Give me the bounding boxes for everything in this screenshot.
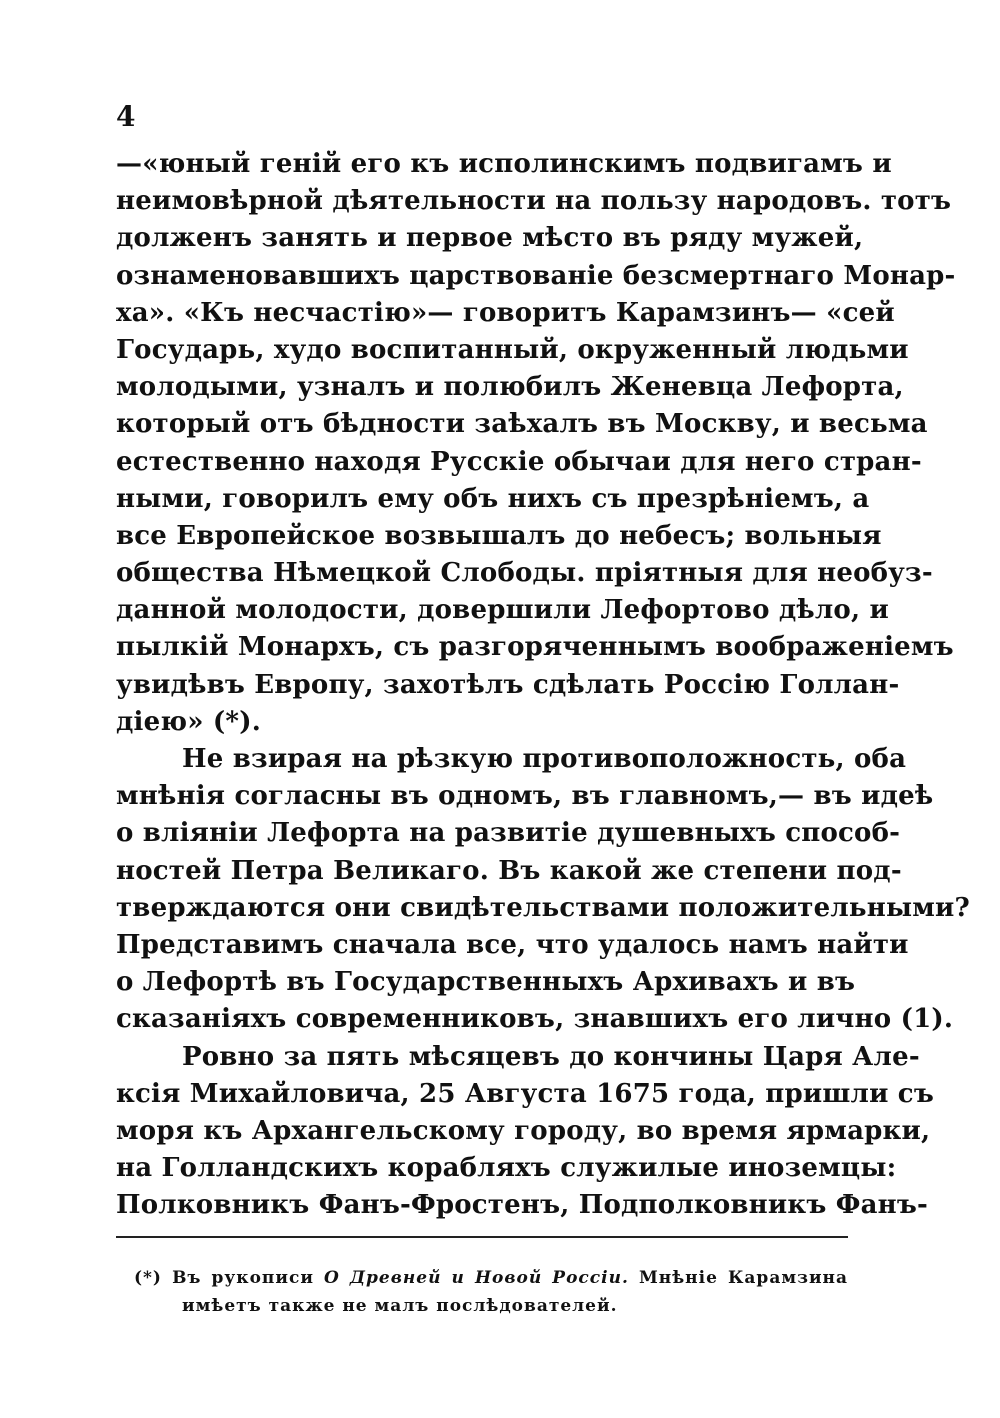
text-line: молодыми, узналъ и полюбилъ Женевца Лефорта, [116,372,904,403]
paragraph [116,146,956,741]
text-line: который отъ бѣдности заѣхалъ въ Москву, и весьма [116,409,928,440]
text-line: Ровно за пять мѣсяцевъ до кончины Царя Але- [182,1041,920,1072]
text-line: пылкій Монархъ, съ разгоряченнымъ воображеніемъ [116,632,954,663]
text-line: долженъ занять и первое мѣсто въ ряду мужей, [116,223,864,254]
text-line: діею» (*). [116,706,261,737]
text-line: ными, говорилъ ему объ нихъ съ презрѣніемъ, а [116,483,870,514]
text-line: о вліяніи Лефорта на развитіе душевныхъ способ- [116,818,901,849]
text-line: ха». «Къ несчастію»— говоритъ Карамзинъ— «сей [116,297,895,328]
text-line: ксія Михайловича, 25 Августа 1675 года, пришли съ [116,1078,934,1109]
text-line: все Европейское возвышалъ до небесъ; вольныя [116,520,882,551]
text-line: моря къ Архангельскому городу, во время ярмарки, [116,1115,931,1146]
text-line: тверждаются они свидѣтельствами положительными? [116,892,970,923]
text-line: общества Нѣмецкой Слободы. пріятныя для необуз- [116,558,933,589]
text-line: ознаменовавшихъ царствованіе безсмертнаго Монар- [116,260,956,291]
footnote-prefix: Въ рукописи [172,1268,314,1288]
text-line: неимовѣрной дѣятельности на пользу народовъ. тотъ [116,186,952,217]
footnote-text: Мнѣніе Карамзина [638,1268,849,1288]
text-line: ностей Петра Великаго. Въ какой же степени под- [116,855,902,886]
text-line: сказаніяхъ современниковъ, знавшихъ его лично (1). [116,1004,954,1035]
text-line: естественно находя Русскіе обычаи для него стран- [116,446,922,477]
paragraph [116,1039,934,1225]
text-line: мнѣнія согласны въ одномъ, въ главномъ,— въ идеѣ [116,781,934,812]
text-line: на Голландскихъ корабляхъ служилые иноземцы: [116,1153,897,1184]
text-line: Представимъ сначала все, что удалось намъ найти [116,929,909,960]
text-line: о Лефортѣ въ Государственныхъ Архивахъ и въ [116,967,856,998]
text-line: Не взирая на рѣзкую противоположность, оба [182,744,907,774]
text-line: данной молодости, довершили Лефортово дѣло, и [116,595,889,626]
footnote-title: О Древней и Новой Россіи. [324,1268,629,1288]
text-line: Государь, худо воспитанный, окруженный людьми [116,334,909,365]
body-text [116,146,970,1224]
footnote [134,1264,848,1320]
footnote-line [134,1264,848,1292]
text-line: увидѣвъ Европу, захотѣлъ сдѣлать Россію Голлан- [116,669,900,700]
paragraph [116,741,970,1039]
footnote-divider [116,1236,848,1238]
footnote-line: имѣетъ также не малъ послѣдователей. [182,1296,618,1316]
text-line: Полковникъ Фанъ-Фростенъ, Подполковникъ Фанъ- [116,1190,929,1221]
text-line: —«юный геній его къ исполинскимъ подвигамъ и [116,149,892,179]
footnote-marker: (*) [134,1268,162,1288]
page-number: 4 [116,100,136,133]
